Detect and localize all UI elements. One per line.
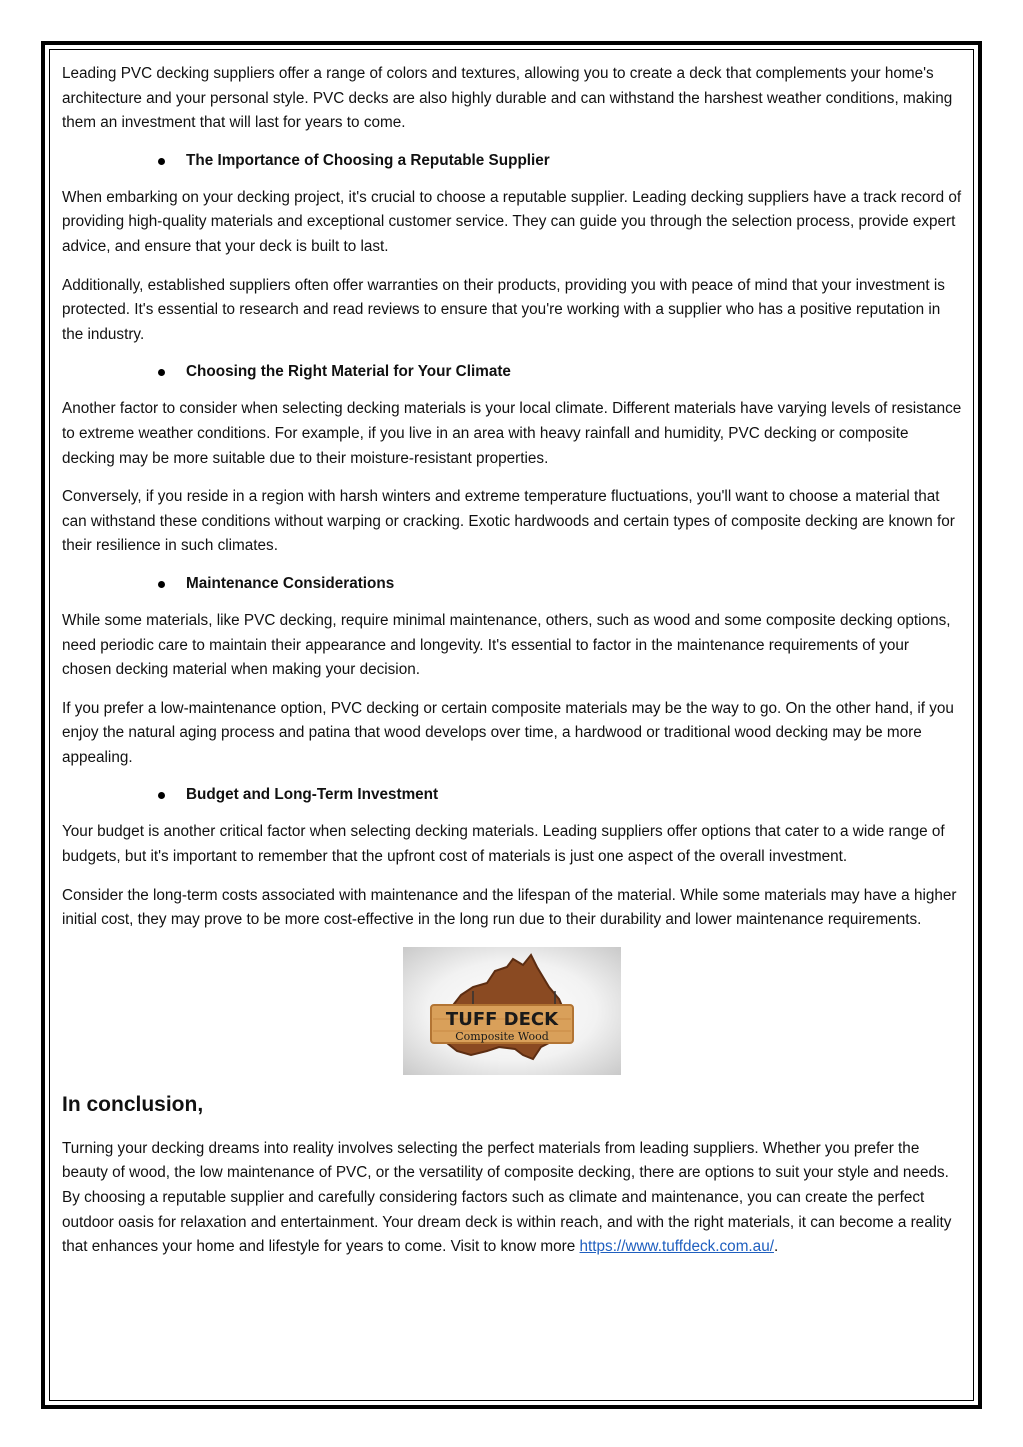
paragraph-climate-2: Conversely, if you reside in a region with harsh winters and extreme temperature fluctuations, you'll want to choose a material that can withstand these conditions without warping or cracking. Exotic hardwoods and certain types of composite decking are known for their resilience in such climates. xyxy=(62,488,955,555)
paragraph-budget-1: Your budget is another critical factor when selecting decking materials. Leading suppliers offer options that cater to a wide range of budgets, but it's important to remember that the upfront cost of materials is just one aspect of the overall investment. xyxy=(62,823,945,866)
paragraph-maintenance-2: If you prefer a low-maintenance option, PVC decking or certain composite materials may be the way to go. On the other hand, if you enjoy the natural aging process and patina that wood develops over time, a hardwood or traditional wood decking may be more appealing. xyxy=(62,699,954,766)
australia-map-logo-icon xyxy=(403,947,621,1075)
svg-text:Composite Wood: Composite Wood xyxy=(455,1029,549,1043)
bullet-icon xyxy=(158,581,165,588)
logo-container xyxy=(62,947,962,1077)
conclusion-text: Turning your decking dreams into reality involves selecting the perfect materials from leading suppliers. Whether you prefer the beauty of wood, the low maintenance of PVC, or the versatility of composite decking, there are options to suit your style and needs. By choosing a reputable supplier and carefully considering factors such as climate and maintenance, you can create the perfect outdoor oasis for relaxation and entertainment. Your dream deck is within reach, and with the right materials, it can become a reality that enhances your home and lifestyle for years to come. Visit to know more xyxy=(62,1139,952,1256)
tuff-deck-logo xyxy=(403,947,621,1075)
svg-text:TUFF DECK: TUFF DECK xyxy=(445,1008,559,1030)
paragraph-budget-2: Consider the long-term costs associated with maintenance and the lifespan of the material. While some materials may have a higher initial cost, they may prove to be more cost-effective in the long run due to their durability and lower maintenance requirements. xyxy=(62,886,957,929)
paragraph-pvc-intro: Leading PVC decking suppliers offer a range of colors and textures, allowing you to create a deck that complements your home's architecture and your personal style. PVC decks are also highly durable and can withstand the harshest weather conditions, making them an investment that will last for years to come. xyxy=(62,65,953,132)
conclusion-paragraph xyxy=(62,1137,962,1260)
paragraph-supplier-1: When embarking on your decking project, it's crucial to choose a reputable supplier. Leading decking suppliers have a track record of providing high-quality materials and exceptional customer service. They can guide you through the selection process, provide expert advice, and ensure that your deck is built to last. xyxy=(62,188,962,255)
bullet-heading-supplier xyxy=(62,150,962,172)
conclusion-end: . xyxy=(773,1238,779,1256)
bullet-icon xyxy=(158,792,165,799)
bullet-heading-budget xyxy=(62,784,962,806)
conclusion-heading: In conclusion, xyxy=(62,1092,204,1116)
bullet-heading-climate xyxy=(62,361,962,383)
bullet-label: Choosing the Right Material for Your Climate xyxy=(186,363,511,381)
document-body xyxy=(62,62,962,1274)
paragraph-climate-1: Another factor to consider when selecting decking materials is your local climate. Different materials have varying levels of resistance to extreme weather conditions. For example, if you live in an area with heavy rainfall and humidity, PVC decking or composite decking may be more suitable due to their moisture-resistant properties. xyxy=(62,400,962,467)
bullet-icon xyxy=(158,369,165,376)
tuffdeck-website-link[interactable]: https://www.tuffdeck.com.au/ xyxy=(579,1238,774,1256)
paragraph-supplier-2: Additionally, established suppliers often offer warranties on their products, providing you with peace of mind that your investment is protected. It's essential to research and read reviews to ensure that you're working with a supplier who has a positive reputation in the industry. xyxy=(62,276,945,343)
paragraph-maintenance-1: While some materials, like PVC decking, require minimal maintenance, others, such as wood and some composite decking options, need periodic care to maintain their appearance and longevity. It's essential to factor in the maintenance requirements of your chosen decking material when making your decision. xyxy=(62,611,951,679)
bullet-label: Maintenance Considerations xyxy=(186,574,395,592)
bullet-icon xyxy=(158,158,165,165)
bullet-label: Budget and Long-Term Investment xyxy=(186,786,439,804)
bullet-label: The Importance of Choosing a Reputable Supplier xyxy=(186,151,550,169)
bullet-heading-maintenance xyxy=(62,573,962,595)
